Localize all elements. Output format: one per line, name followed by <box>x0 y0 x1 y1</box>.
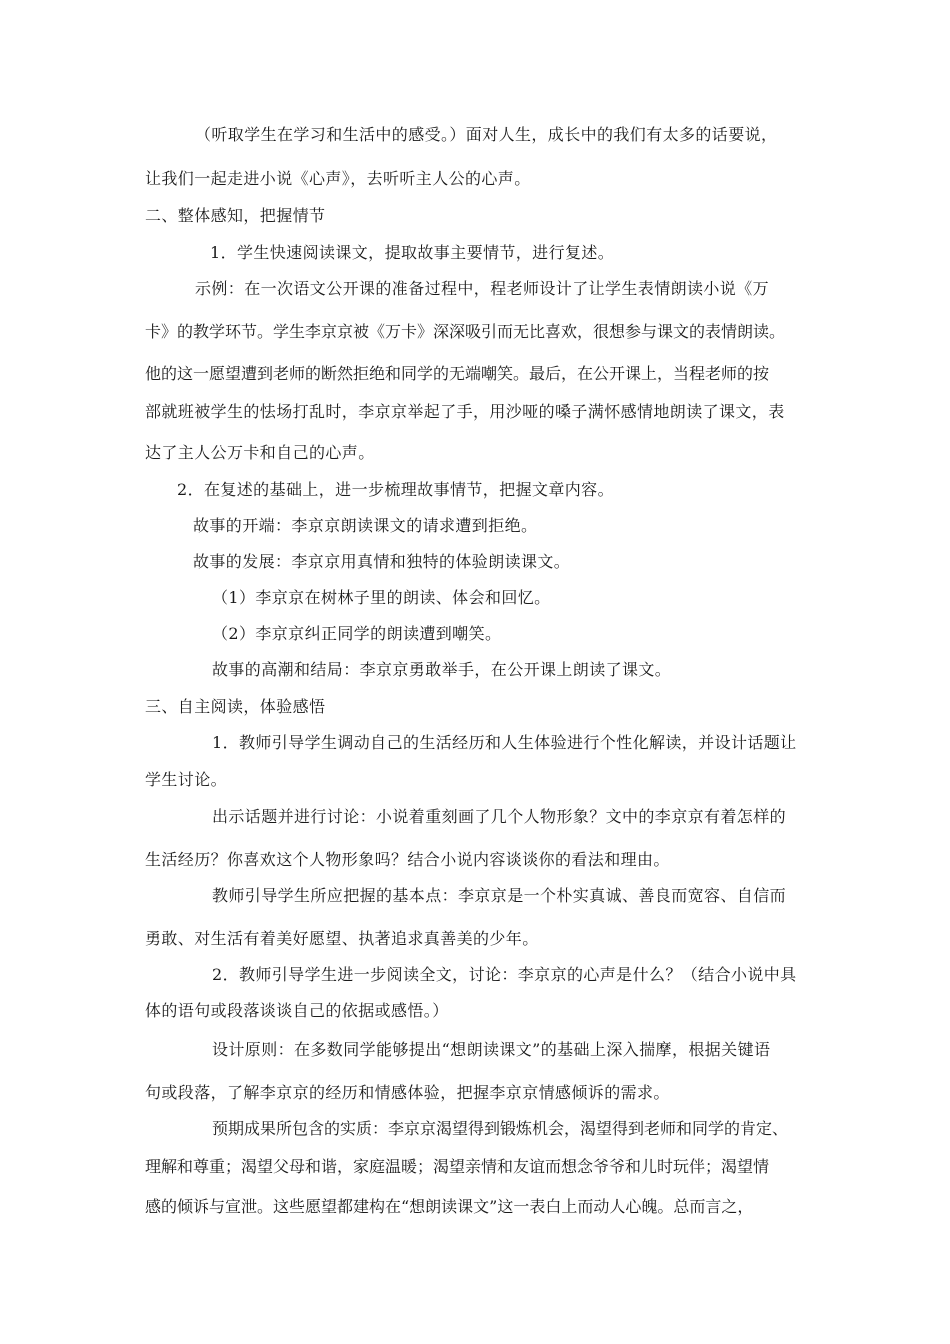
text-line: 句或段落，了解李京京的经历和情感体验，把握李京京情感倾诉的需求。 <box>145 1083 670 1102</box>
text-line: 设计原则：在多数同学能够提出“想朗读课文”的基础上深入揣摩，根据关键语 <box>212 1040 771 1059</box>
text-line: 1．学生快速阅读课文，提取故事主要情节，进行复述。 <box>210 243 615 262</box>
text-line: 预期成果所包含的实质：李京京渴望得到锻炼机会，渴望得到老师和同学的肯定、 <box>212 1119 789 1138</box>
section-heading: 二、整体感知，把握情节 <box>145 206 326 225</box>
text-line: 卡》的教学环节。学生李京京被《万卡》深深吸引而无比喜欢，很想参与课文的表情朗读。 <box>145 322 786 341</box>
text-line: 生活经历？你喜欢这个人物形象吗？结合小说内容谈谈你的看法和理由。 <box>145 850 670 869</box>
text-line: 部就班被学生的怯场打乱时，李京京举起了手，用沙哑的嗓子满怀感情地朗读了课文，表 <box>145 402 785 421</box>
text-line: 出示话题并进行讨论：小说着重刻画了几个人物形象？文中的李京京有着怎样的 <box>212 807 787 826</box>
text-line: 他的这一愿望遭到老师的断然拒绝和同学的无端嘲笑。最后，在公开课上，当程老师的按 <box>145 364 770 383</box>
text-line: 示例：在一次语文公开课的准备过程中，程老师设计了让学生表情朗读小说《万 <box>195 279 770 298</box>
text-line: 教师引导学生所应把握的基本点：李京京是一个朴实真诚、善良而宽容、自信而 <box>212 886 787 905</box>
text-line: 2．教师引导学生进一步阅读全文，讨论：李京京的心声是什么？（结合小说中具 <box>212 965 797 984</box>
text-line: （听取学生在学习和生活中的感受。）面对人生，成长中的我们有太多的话要说， <box>195 125 778 144</box>
text-line: （1）李京京在树林子里的朗读、体会和回忆。 <box>212 588 551 607</box>
text-line: 故事的高潮和结局：李京京勇敢举手，在公开课上朗读了课文。 <box>212 660 672 679</box>
section-heading: 三、自主阅读，体验感悟 <box>145 697 326 716</box>
text-line: 学生讨论。 <box>145 770 228 789</box>
text-line: 体的语句或段落谈谈自己的依据或感悟。） <box>145 1001 449 1020</box>
text-line: 达了主人公万卡和自己的心声。 <box>145 443 375 462</box>
text-line: 勇敢、对生活有着美好愿望、执著追求真善美的少年。 <box>145 929 539 948</box>
text-line: 故事的发展：李京京用真情和独特的体验朗读课文。 <box>193 552 571 571</box>
text-line: （2）李京京纠正同学的朗读遭到嘲笑。 <box>212 624 502 643</box>
text-line: 1．教师引导学生调动自己的生活经历和人生体验进行个性化解读，并设计话题让 <box>212 733 797 752</box>
text-line: 故事的开端：李京京朗读课文的请求遭到拒绝。 <box>193 516 538 535</box>
text-line: 感的倾诉与宣泄。这些愿望都建构在“想朗读课文”这一表白上而动人心魄。总而言之， <box>145 1197 754 1216</box>
text-line: 让我们一起走进小说《心声》，去听听主人公的心声。 <box>145 169 531 188</box>
text-line: 理解和尊重；渴望父母和谐，家庭温暖；渴望亲情和友谊而想念爷爷和儿时玩伴；渴望情 <box>145 1157 770 1176</box>
text-line: 2．在复述的基础上，进一步梳理故事情节，把握文章内容。 <box>177 480 614 499</box>
